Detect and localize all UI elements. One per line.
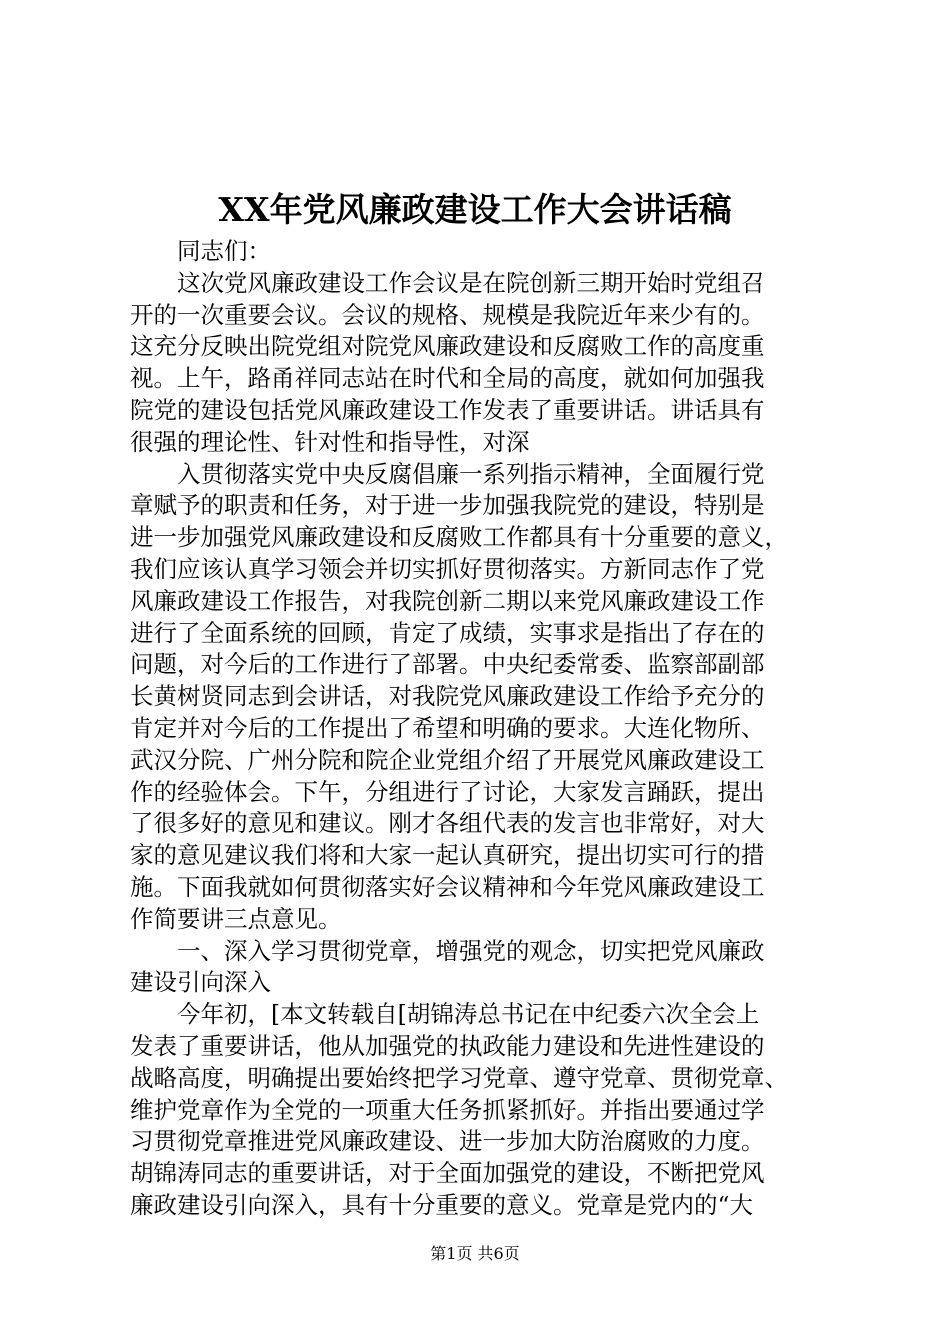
- body-text-line: 肯定并对今后的工作提出了希望和明确的要求。大连化物所、: [130, 713, 765, 742]
- body-text-line: 长黄树贤同志到会讲话，对我院党风廉政建设工作给予充分的: [130, 682, 765, 711]
- body-text-line: 了很多好的意见和建议。刚才各组代表的发言也非常好，对大: [130, 809, 765, 838]
- body-text-line: 很强的理论性、针对性和指导性，对深: [130, 427, 530, 456]
- document-body: [130, 236, 830, 1222]
- body-text-line: 维护党章作为全党的一项重大任务抓紧抓好。并指出要通过学: [130, 1095, 765, 1124]
- body-text-line: 建设引向深入: [130, 968, 271, 997]
- body-text-line: 同志们：: [177, 237, 271, 265]
- body-text-line: 今年初，[本文转载自[胡锦涛总书记在中纪委六次全会上: [177, 1000, 760, 1029]
- body-text-line: 我们应该认真学习领会并切实抓好贯彻落实。方新同志作了党: [130, 554, 765, 583]
- body-text-line: 战略高度，明确提出要始终把学习党章、遵守党章、贯彻党章、: [130, 1063, 788, 1092]
- body-text-line: 章赋予的职责和任务，对于进一步加强我院党的建设，特别是: [130, 491, 765, 520]
- body-text-line: 家的意见建议我们将和大家一起认真研究，提出切实可行的措: [130, 841, 765, 870]
- body-text-line: 武汉分院、广州分院和院企业党组介绍了开展党风廉政建设工: [130, 745, 765, 774]
- body-text-line: 这充分反映出院党组对院党风廉政建设和反腐败工作的高度重: [130, 332, 765, 361]
- body-text-line: 施。下面我就如何贯彻落实好会议精神和今年党风廉政建设工: [130, 872, 765, 901]
- body-text-line: 这次党风廉政建设工作会议是在院创新三期开始时党组召: [177, 268, 765, 297]
- body-text-line: 院党的建设包括党风廉政建设工作发表了重要讲话。讲话具有: [130, 395, 765, 424]
- body-text-line: 视。上午，路甬祥同志站在时代和全局的高度，就如何加强我: [130, 364, 765, 393]
- body-text-line: 作的经验体会。下午，分组进行了讨论，大家发言踊跃，提出: [130, 777, 765, 806]
- body-text-line: 习贯彻党章推进党风廉政建设、进一步加大防治腐败的力度。: [130, 1127, 765, 1156]
- body-text-line: 一、深入学习贯彻党章，增强党的观念，切实把党风廉政: [177, 936, 765, 965]
- body-text-line: 问题，对今后的工作进行了部署。中央纪委常委、监察部副部: [130, 650, 765, 679]
- body-text-line: 入贯彻落实党中央反腐倡廉一系列指示精神，全面履行党: [177, 459, 765, 488]
- body-text-line: 风廉政建设工作报告，对我院创新二期以来党风廉政建设工作: [130, 586, 765, 615]
- body-text-line: 进行了全面系统的回顾，肯定了成绩，实事求是指出了存在的: [130, 618, 765, 647]
- document-title: XX年党风廉政建设工作大会讲话稿: [218, 190, 732, 229]
- body-text-line: 开的一次重要会议。会议的规格、规模是我院近年来少有的。: [130, 300, 765, 329]
- body-text-line: 作简要讲三点意见。: [130, 904, 342, 933]
- page-footer: 第1页 共6页: [430, 1244, 520, 1263]
- body-text-line: 廉政建设引向深入，具有十分重要的意义。党章是党内的“大: [130, 1190, 754, 1219]
- body-text-line: 发表了重要讲话，他从加强党的执政能力建设和先进性建设的: [130, 1031, 765, 1060]
- body-text-line: 胡锦涛同志的重要讲话，对于全面加强党的建设，不断把党风: [130, 1159, 765, 1188]
- body-text-line: 进一步加强党风廉政建设和反腐败工作都具有十分重要的意义，: [130, 523, 788, 552]
